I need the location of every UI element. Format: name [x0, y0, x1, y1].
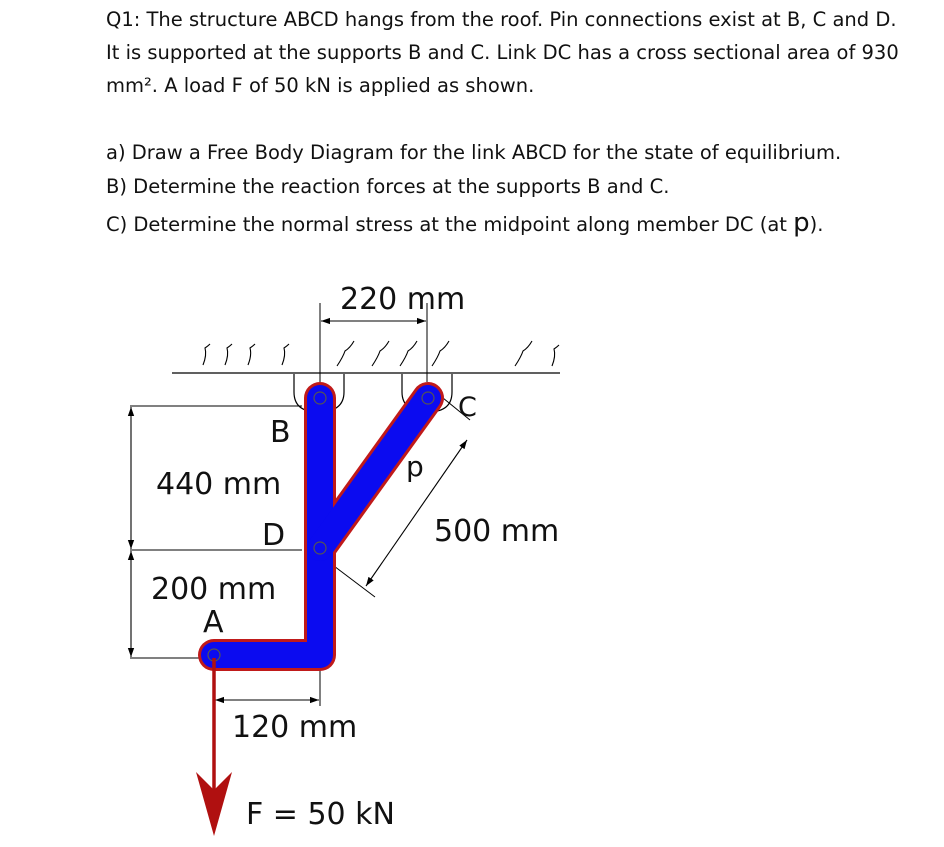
question-part-a: a) Draw a Free Body Diagram for the link ABCD for the state of equilibrium.	[106, 141, 842, 164]
dimension-lower-vertical: 200 mm	[151, 572, 277, 607]
roof	[172, 341, 560, 373]
dimension-top-span: 220 mm	[340, 282, 466, 317]
member-bdca-fill	[214, 398, 428, 655]
question-part-b: B) Determine the reaction forces at the supports B and C.	[106, 175, 670, 198]
dimension-upper-vertical: 440 mm	[156, 467, 282, 502]
label-a: A	[203, 605, 224, 640]
label-c: C	[458, 392, 477, 423]
roof-hatching	[203, 341, 559, 366]
dimension-bottom-span: 120 mm	[232, 710, 358, 745]
question-intro: Q1: The structure ABCD hangs from the roof. Pin connections exist at B, C and D. It is supported at the supports B and C. Link DC has a cross sectional area of 930 mm². A load F of 50 kN is applied as shown.	[106, 8, 899, 97]
part-c-prefix: C) Determine the normal stress at the midpoint along member DC (at	[106, 213, 794, 236]
load-arrow	[196, 658, 232, 836]
label-p: p	[406, 450, 424, 483]
label-d: D	[262, 518, 286, 553]
part-c-point: p	[793, 208, 810, 238]
dimension-link-length: 500 mm	[434, 514, 560, 549]
label-b: B	[270, 415, 291, 450]
load-label: F = 50 kN	[246, 797, 395, 832]
part-c-suffix: ).	[809, 213, 824, 236]
